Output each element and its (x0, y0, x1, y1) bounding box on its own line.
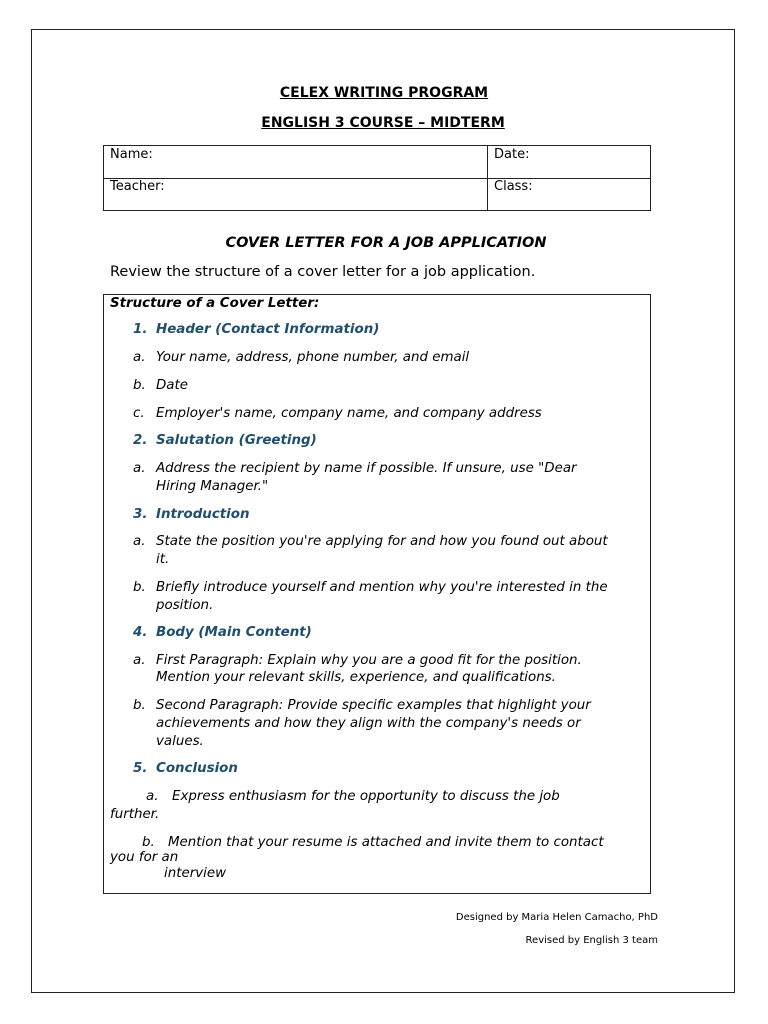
item-text: Briefly introduce yourself and mention why you're interested in the (156, 580, 608, 595)
designed-by-credit: Designed by Maria Helen Camacho, PhD (455, 912, 658, 923)
section-title: Salutation (Greeting) (156, 433, 317, 448)
item-marker: b. (133, 580, 146, 595)
item-text: Hiring Manager." (156, 479, 269, 494)
item-marker: a. (133, 653, 146, 668)
item-text: it. (156, 552, 170, 567)
structure-heading: Structure of a Cover Letter: (110, 296, 320, 311)
item-text: Second Paragraph: Provide specific examples that highlight your (156, 698, 591, 713)
student-info-table (103, 145, 651, 211)
date-field[interactable] (488, 146, 651, 179)
name-field[interactable] (104, 146, 488, 179)
structure-box (103, 294, 651, 894)
item-text: First Paragraph: Explain why you are a good fit for the position. (156, 653, 582, 668)
item-text: State the position you're applying for and how you found out about (156, 534, 608, 549)
item-text: Date (156, 378, 189, 393)
item-marker: a. (146, 789, 159, 804)
date-label: Date: (494, 147, 530, 162)
section-title: Conclusion (156, 761, 238, 776)
section-title: Header (Contact Information) (156, 322, 380, 337)
name-label: Name: (110, 147, 153, 162)
item-text: achievements and how they align with the company's needs or (156, 716, 581, 731)
item-text: Address the recipient by name if possible. If unsure, use "Dear (156, 461, 577, 476)
item-text: Mention your relevant skills, experience, and qualifications. (156, 670, 556, 685)
assignment-title: COVER LETTER FOR A JOB APPLICATION (225, 235, 547, 251)
item-marker: b. (142, 835, 155, 850)
section-number: 1. (133, 322, 148, 337)
revised-by-credit: Revised by English 3 team (525, 935, 658, 946)
item-text: Your name, address, phone number, and email (156, 350, 470, 365)
item-text: Express enthusiasm for the opportunity to discuss the job (172, 789, 560, 804)
item-text: further. (110, 807, 160, 822)
section-title: Introduction (156, 507, 250, 522)
item-marker: a. (133, 534, 146, 549)
teacher-label: Teacher: (110, 179, 165, 194)
assignment-instruction: Review the structure of a cover letter for a job application. (110, 264, 536, 280)
item-marker: c. (133, 406, 145, 421)
course-title: ENGLISH 3 COURSE – MIDTERM (261, 115, 505, 131)
item-text: you for an (110, 850, 179, 865)
item-marker: a. (133, 350, 146, 365)
item-text: Employer's name, company name, and company address (156, 406, 542, 421)
program-title: CELEX WRITING PROGRAM (279, 85, 489, 101)
class-field[interactable] (488, 179, 651, 211)
section-number: 4. (133, 625, 148, 640)
item-marker: b. (133, 378, 146, 393)
teacher-field[interactable] (104, 179, 488, 211)
section-number: 2. (133, 433, 148, 448)
section-title: Body (Main Content) (156, 625, 312, 640)
item-text: interview (164, 866, 227, 881)
item-marker: a. (133, 461, 146, 476)
section-number: 5. (133, 761, 148, 776)
item-text: Mention that your resume is attached and invite them to contact (168, 835, 604, 850)
section-number: 3. (133, 507, 148, 522)
class-label: Class: (494, 179, 533, 194)
item-text: position. (156, 598, 214, 613)
item-text: values. (156, 734, 204, 749)
item-marker: b. (133, 698, 146, 713)
